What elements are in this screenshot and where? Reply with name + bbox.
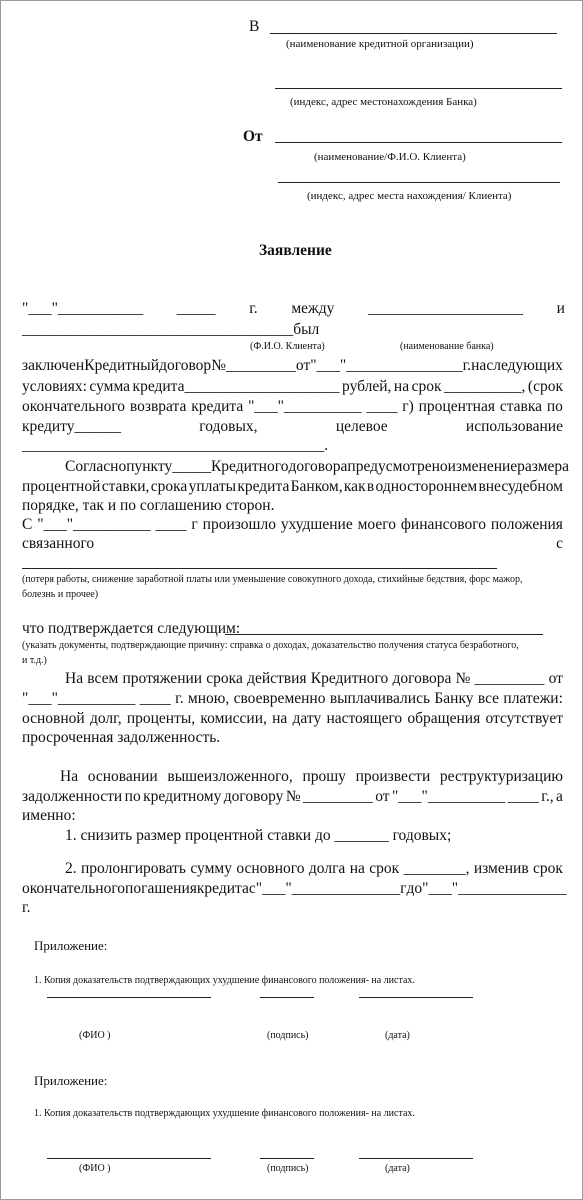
appendix-2-fio-line xyxy=(47,1158,211,1159)
caption-client-fio: (Ф.И.О. Клиента) xyxy=(250,341,325,352)
caption-bank-name: (наименование банка) xyxy=(400,341,494,352)
bank-address-line xyxy=(275,88,562,89)
from-prefix: От xyxy=(243,128,263,145)
appendix-1-date-caption: (дата) xyxy=(385,1030,410,1041)
request-item-2-line-2: окончательного погашения кредита с "___"__________ ____ г до "___"__________ ____ xyxy=(22,880,567,897)
confirm-line xyxy=(225,634,543,635)
reason-note-2: болезнь и прочее) xyxy=(22,589,99,600)
reason-line xyxy=(22,568,497,569)
intro-line-5: окончательного возврата кредита "___"__________ ____ г) процентная ставка по xyxy=(22,398,563,415)
appendix-2-sign-line xyxy=(260,1158,314,1159)
appendix-1-sign-caption: (подпись) xyxy=(267,1030,309,1041)
to-caption: (наименование кредитной организации) xyxy=(286,38,474,50)
from-line xyxy=(275,142,562,143)
reason-note-1: (потеря работы, снижение заработной платы или уменьшение совокупного дохода, стихийные бедствия, форс мажор, xyxy=(22,574,523,585)
appendix-1-fio-line xyxy=(47,997,211,998)
to-prefix: В xyxy=(249,18,260,35)
to-line xyxy=(270,33,557,34)
appendix-2-sign-caption: (подпись) xyxy=(267,1163,309,1174)
appendix-1-sign-line xyxy=(260,997,314,998)
intro-line-7: _______________________________________. xyxy=(22,437,329,454)
appendix-2-date-caption: (дата) xyxy=(385,1163,410,1174)
client-address-caption: (индекс, адрес места нахождения/ Клиента) xyxy=(307,190,512,202)
para2-line-5: связанного с xyxy=(22,535,563,552)
para3-line-4: просроченная задолженность. xyxy=(22,729,221,746)
para3-line-3: основной долг, проценты, комиссии, на дату настоящего обращения отсутствует xyxy=(22,710,563,727)
request-item-2-line-3: г. xyxy=(22,899,31,916)
appendix-1-item: 1. Копия доказательств подтверждающих ухудшение финансового положения- на листах. xyxy=(34,975,415,986)
request-item-2-line-1: 2. пролонгировать сумму основного долга на срок ________, изменив срок xyxy=(65,860,563,877)
para4-line-2: задолженности по кредитному договору № _________ от "___"__________ ____ г., а xyxy=(22,788,563,805)
confirm-note-2: и т.д.) xyxy=(22,655,47,666)
appendix-2-item: 1. Копия доказательств подтверждающих ухудшение финансового положения- на листах. xyxy=(34,1108,415,1119)
appendix-2-date-line xyxy=(359,1158,473,1159)
appendix-1-fio-caption: (ФИО ) xyxy=(79,1030,111,1041)
para4-line-3: именно: xyxy=(22,807,76,824)
confirm-note-1: (указать документы, подтверждающие причину: справка о доходах, доказательство получения статуса безработного, xyxy=(22,640,519,651)
para2-line-1: Согласно пункту _____ Кредитного договора предусмотрено изменение размера xyxy=(65,458,570,475)
request-item-1: 1. снизить размер процентной ставки до _______ годовых; xyxy=(65,827,452,844)
intro-line-6: кредиту______ годовых, целевое использование xyxy=(22,418,563,435)
para4-line-1: На основании вышеизложенного, прошу произвести реструктуризацию xyxy=(60,768,563,785)
confirm-label: что подтверждается следующим: xyxy=(22,620,241,637)
intro-line-3: заключен Кредитный договор № _________ от "___"_________ ______ г. на следующих xyxy=(22,357,563,374)
from-caption: (наименование/Ф.И.О. Клиента) xyxy=(314,151,466,163)
bank-address-caption: (индекс, адрес местонахождения Банка) xyxy=(290,96,477,108)
para3-line-1: На всем протяжении срока действия Кредитного договора № _________ от xyxy=(65,670,563,687)
client-address-line xyxy=(278,182,560,183)
appendix-2-title: Приложение: xyxy=(34,1073,108,1088)
intro-line-4: условиях: сумма кредита____________________ рублей, на срок __________, (срок xyxy=(22,378,563,395)
para3-line-2: "___"__________ ____ г. мною, своевременно выплачивались Банку все платежи: xyxy=(22,690,563,707)
para2-line-4: С "___"__________ ____ г произошло ухудшение моего финансового положения xyxy=(22,516,563,533)
appendix-1-title: Приложение: xyxy=(34,938,108,953)
para2-line-2: процентной ставки, срока уплаты кредита Банком, как в одностороннем внесудебном xyxy=(22,478,563,495)
document-title: Заявление xyxy=(259,242,332,259)
intro-line-2: ___________________________________был xyxy=(22,321,320,338)
para2-line-3: порядке, так и по соглашению сторон. xyxy=(22,497,275,514)
appendix-1-date-line xyxy=(359,997,473,998)
appendix-2-fio-caption: (ФИО ) xyxy=(79,1163,111,1174)
intro-line-1: "___"___________ _____ г. между ____________________ и xyxy=(22,300,565,317)
